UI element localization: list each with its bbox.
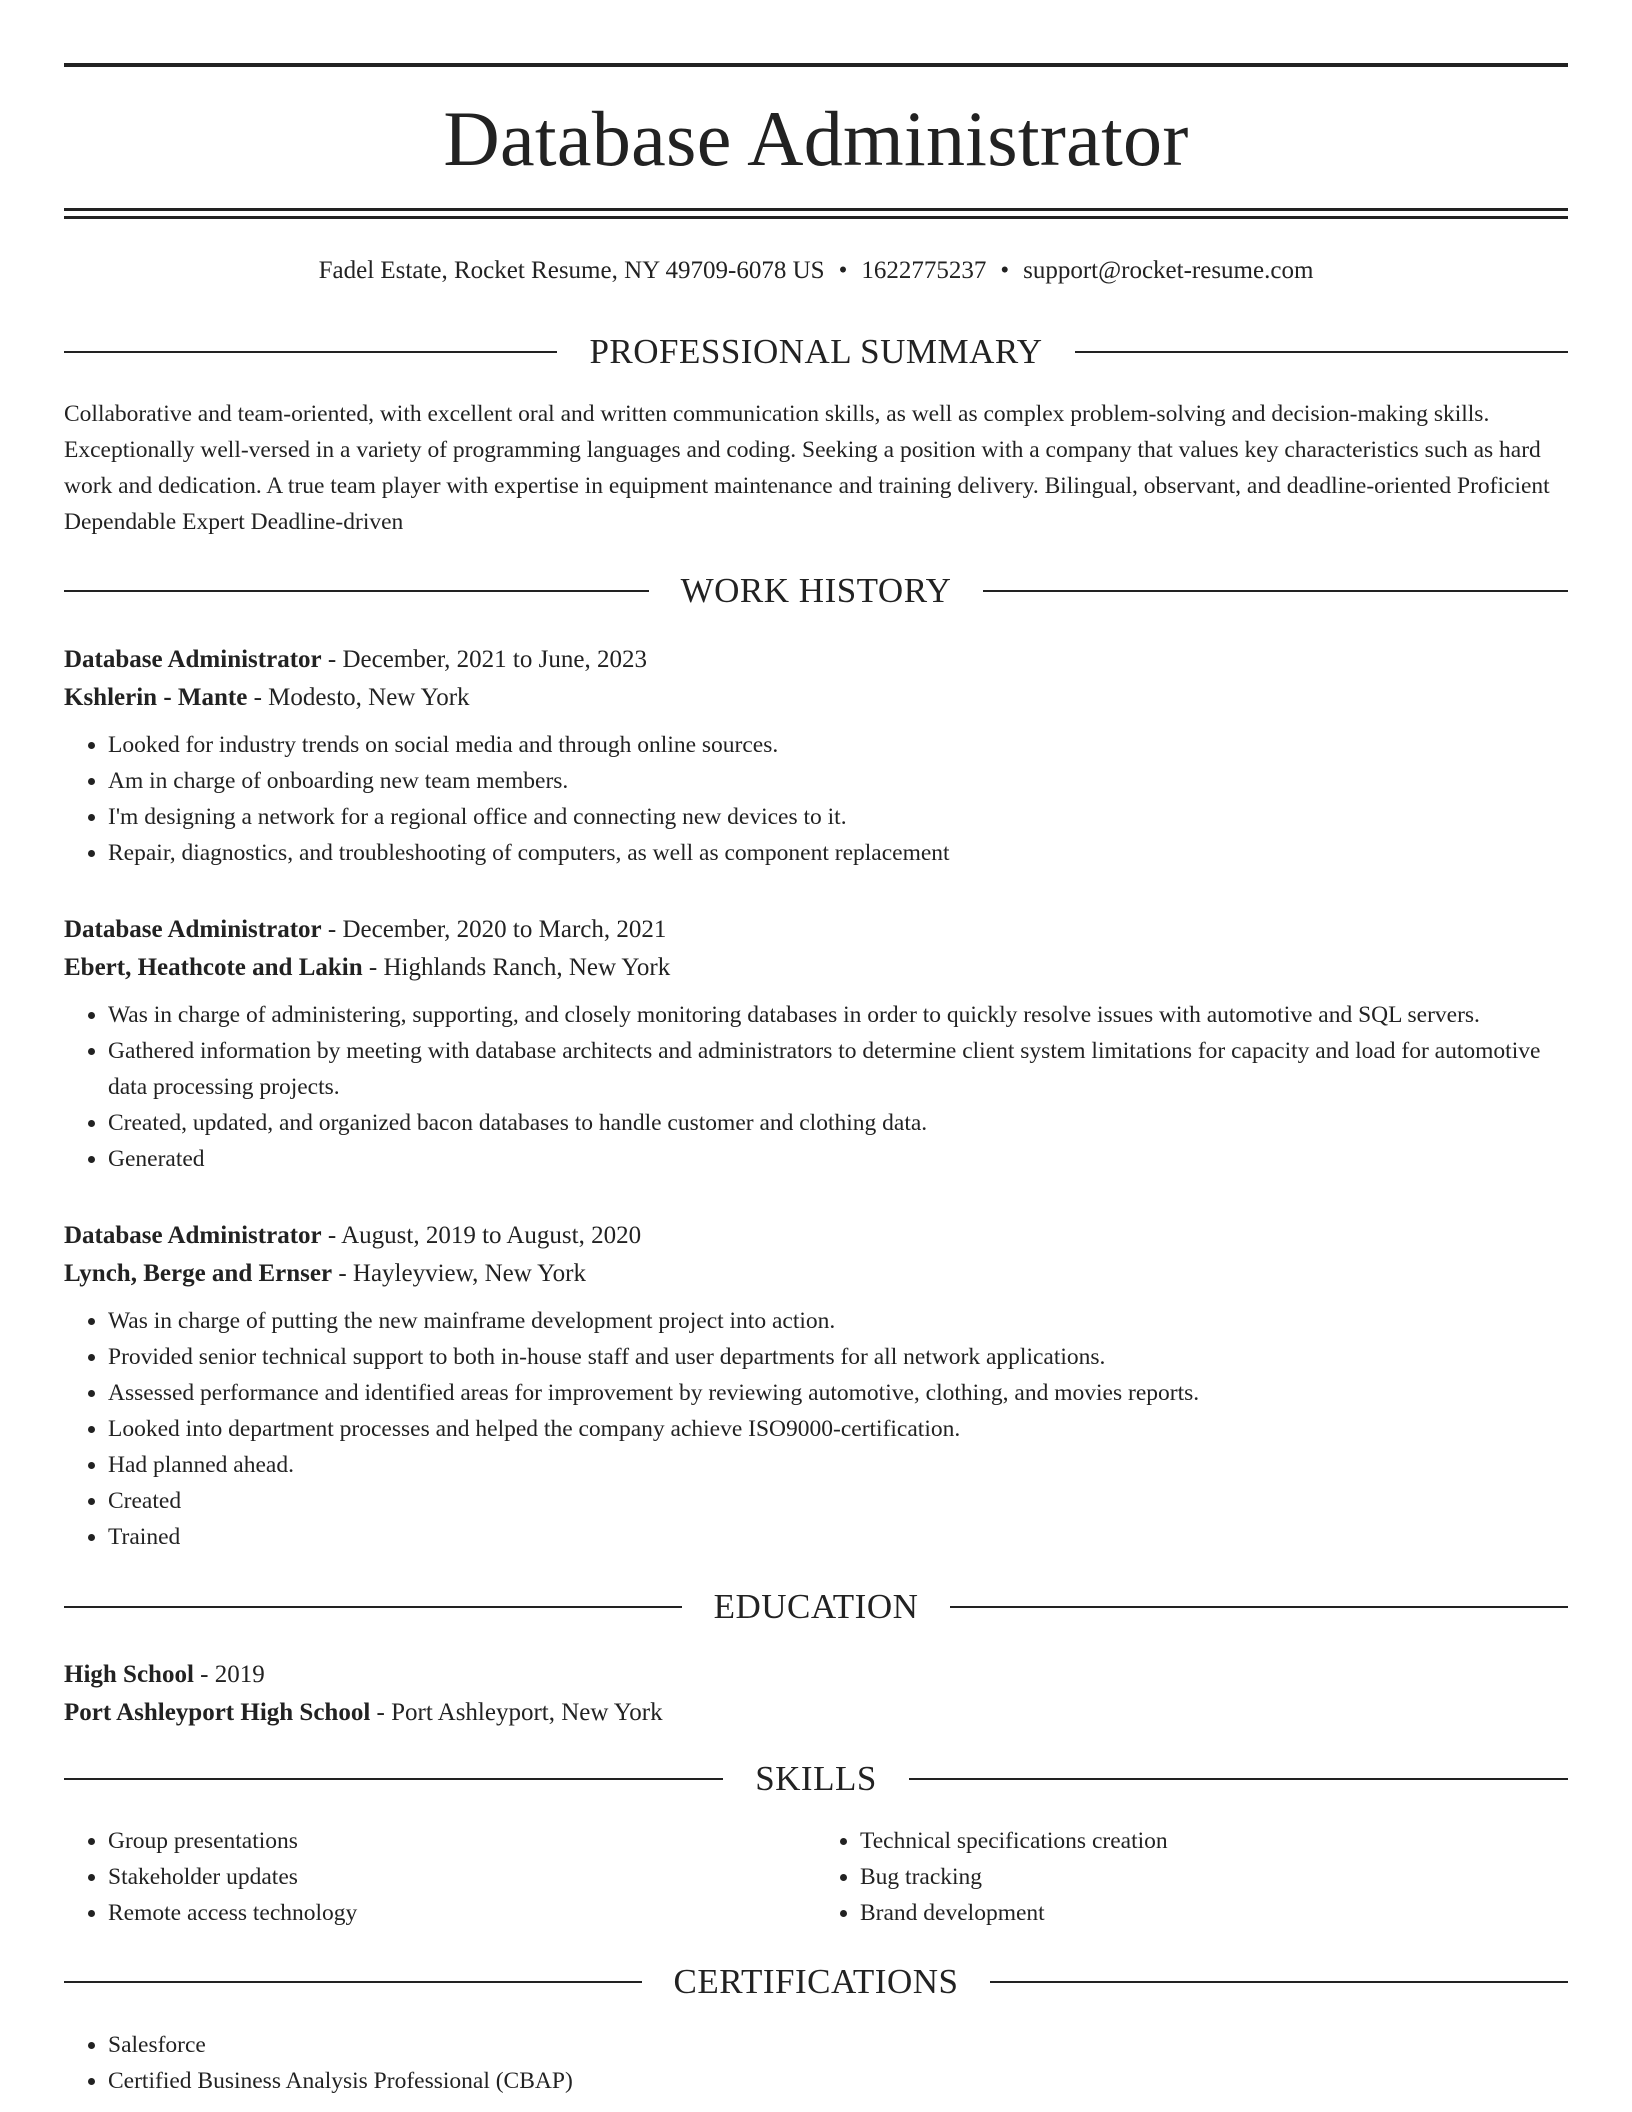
job-entry bbox=[64, 641, 1568, 871]
job-bullets bbox=[64, 727, 1568, 871]
job-bullet: • Gathered information by meeting with database architects and administrators to determine client system limitations for capacity and load for automotive data processing projects. bbox=[108, 1033, 1568, 1105]
contact-address: Fadel Estate, Rocket Resume, NY 49709-6078 US bbox=[318, 257, 825, 284]
heading-rule-right bbox=[983, 590, 1568, 592]
heading-rule-left bbox=[64, 1778, 723, 1780]
certifications-heading-label: CERTIFICATIONS bbox=[673, 1962, 959, 2001]
skill-item: • Technical specifications creation bbox=[860, 1823, 1568, 1859]
job-bullet: • Provided senior technical support to both in-house staff and user departments for all network applications. bbox=[108, 1339, 1568, 1375]
skill-item: • Stakeholder updates bbox=[108, 1859, 816, 1895]
job-location: - Hayleyview, New York bbox=[332, 1260, 586, 1287]
contact-line bbox=[64, 255, 1568, 287]
job-title: Database Administrator bbox=[64, 916, 322, 943]
resume-title: Database Administrator bbox=[443, 95, 1189, 182]
job-bullets bbox=[64, 997, 1568, 1177]
certification-item: • Salesforce bbox=[108, 2027, 1568, 2063]
job-dates: - December, 2020 to March, 2021 bbox=[321, 916, 667, 943]
job-bullet: • Was in charge of administering, supporting, and closely monitoring databases in order to quickly resolve issues with automotive and SQL servers. bbox=[108, 997, 1568, 1033]
job-title: Database Administrator bbox=[64, 1222, 322, 1249]
job-company: Ebert, Heathcote and Lakin bbox=[64, 954, 363, 981]
certification-item: • Certified Business Analysis Professional (CBAP) bbox=[108, 2063, 1568, 2099]
job-bullet: • Created bbox=[108, 1483, 1568, 1519]
skill-item: • Remote access technology bbox=[108, 1895, 816, 1931]
job-title-line bbox=[64, 911, 1568, 949]
contact-separator: • bbox=[1000, 257, 1010, 284]
job-bullet: • Generated bbox=[108, 1141, 1568, 1177]
education-school: Port Ashleyport High School bbox=[64, 1699, 371, 1726]
heading-rule-left bbox=[64, 590, 649, 592]
skills-heading-label: SKILLS bbox=[755, 1759, 877, 1798]
heading-rule-left bbox=[64, 1606, 682, 1608]
heading-rule-left bbox=[64, 351, 557, 353]
education-location: - Port Ashleyport, New York bbox=[370, 1699, 663, 1726]
header-top-rule bbox=[64, 63, 1568, 67]
job-bullet: • Had planned ahead. bbox=[108, 1447, 1568, 1483]
education-heading bbox=[64, 1585, 1568, 1629]
job-bullet: • Looked for industry trends on social media and through online sources. bbox=[108, 727, 1568, 763]
job-title: Database Administrator bbox=[64, 646, 322, 673]
heading-rule-right bbox=[990, 1981, 1568, 1983]
certifications-section bbox=[64, 2027, 1568, 2099]
summary-text: Collaborative and team-oriented, with excellent oral and written communication skills, as well as complex problem-solving and decision-making skills. Exceptionally well-versed in a variety of programming languages and coding. Seeking a position with a company that values key characteristics such as hard work and dedication. A true team player with expertise in equipment maintenance and training delivery. Bilingual, observant, and deadline-oriented Proficient Dependable Expert Deadline-driven bbox=[64, 401, 1550, 535]
job-bullet: • Assessed performance and identified areas for improvement by reviewing automotive, clothing, and movies reports. bbox=[108, 1375, 1568, 1411]
heading-rule-right bbox=[950, 1606, 1568, 1608]
heading-rule-right bbox=[909, 1778, 1568, 1780]
job-bullet: • Was in charge of putting the new mainframe development project into action. bbox=[108, 1303, 1568, 1339]
job-title-line bbox=[64, 641, 1568, 679]
job-bullet: • Repair, diagnostics, and troubleshooting of computers, as well as component replacement bbox=[108, 835, 1568, 871]
work-history-heading bbox=[64, 569, 1568, 613]
job-company-line bbox=[64, 1255, 1568, 1293]
job-entry bbox=[64, 1217, 1568, 1555]
job-dates: - December, 2021 to June, 2023 bbox=[321, 646, 647, 673]
contact-separator: • bbox=[838, 257, 848, 284]
job-company-line bbox=[64, 679, 1568, 717]
heading-rule-right bbox=[1075, 351, 1568, 353]
education-year: - 2019 bbox=[193, 1661, 265, 1688]
job-bullet: • Am in charge of onboarding new team members. bbox=[108, 763, 1568, 799]
job-bullet: • Trained bbox=[108, 1519, 1568, 1555]
job-bullets bbox=[64, 1303, 1568, 1555]
certifications-list bbox=[64, 2027, 1568, 2099]
job-bullet: • Created, updated, and organized bacon databases to handle customer and clothing data. bbox=[108, 1105, 1568, 1141]
contact-email: support@rocket-resume.com bbox=[1023, 257, 1314, 284]
job-company: Kshlerin - Mante bbox=[64, 684, 248, 711]
skill-item: • Bug tracking bbox=[860, 1859, 1568, 1895]
job-title-line bbox=[64, 1217, 1568, 1255]
job-dates: - August, 2019 to August, 2020 bbox=[321, 1222, 642, 1249]
header-double-rule-lower bbox=[64, 216, 1568, 219]
job-location: - Highlands Ranch, New York bbox=[362, 954, 671, 981]
work-history-heading-label: WORK HISTORY bbox=[680, 571, 952, 610]
education-entry bbox=[64, 1656, 1568, 1732]
heading-rule-left bbox=[64, 1981, 642, 1983]
education-degree: High School bbox=[64, 1661, 194, 1688]
skills-grid bbox=[64, 1823, 1568, 1931]
header-double-rule-upper bbox=[64, 208, 1568, 211]
education-school-line bbox=[64, 1694, 1568, 1732]
job-entry bbox=[64, 911, 1568, 1177]
job-bullet: • Looked into department processes and helped the company achieve ISO9000-certification. bbox=[108, 1411, 1568, 1447]
skill-item: • Group presentations bbox=[108, 1823, 816, 1859]
summary-section bbox=[64, 396, 1568, 540]
job-location: - Modesto, New York bbox=[247, 684, 470, 711]
job-bullet: • I'm designing a network for a regional office and connecting new devices to it. bbox=[108, 799, 1568, 835]
contact-phone: 1622775237 bbox=[861, 257, 987, 284]
skill-item: • Brand development bbox=[860, 1895, 1568, 1931]
education-heading-label: EDUCATION bbox=[713, 1587, 919, 1626]
certifications-heading bbox=[64, 1960, 1568, 2004]
skills-column-left bbox=[64, 1823, 816, 1931]
skills-heading bbox=[64, 1757, 1568, 1801]
education-degree-line bbox=[64, 1656, 1568, 1694]
skills-column-right bbox=[816, 1823, 1568, 1931]
summary-heading bbox=[64, 330, 1568, 374]
job-company-line bbox=[64, 949, 1568, 987]
summary-heading-label: PROFESSIONAL SUMMARY bbox=[589, 332, 1043, 371]
job-company: Lynch, Berge and Ernser bbox=[64, 1260, 333, 1287]
skills-section bbox=[64, 1823, 1568, 1931]
